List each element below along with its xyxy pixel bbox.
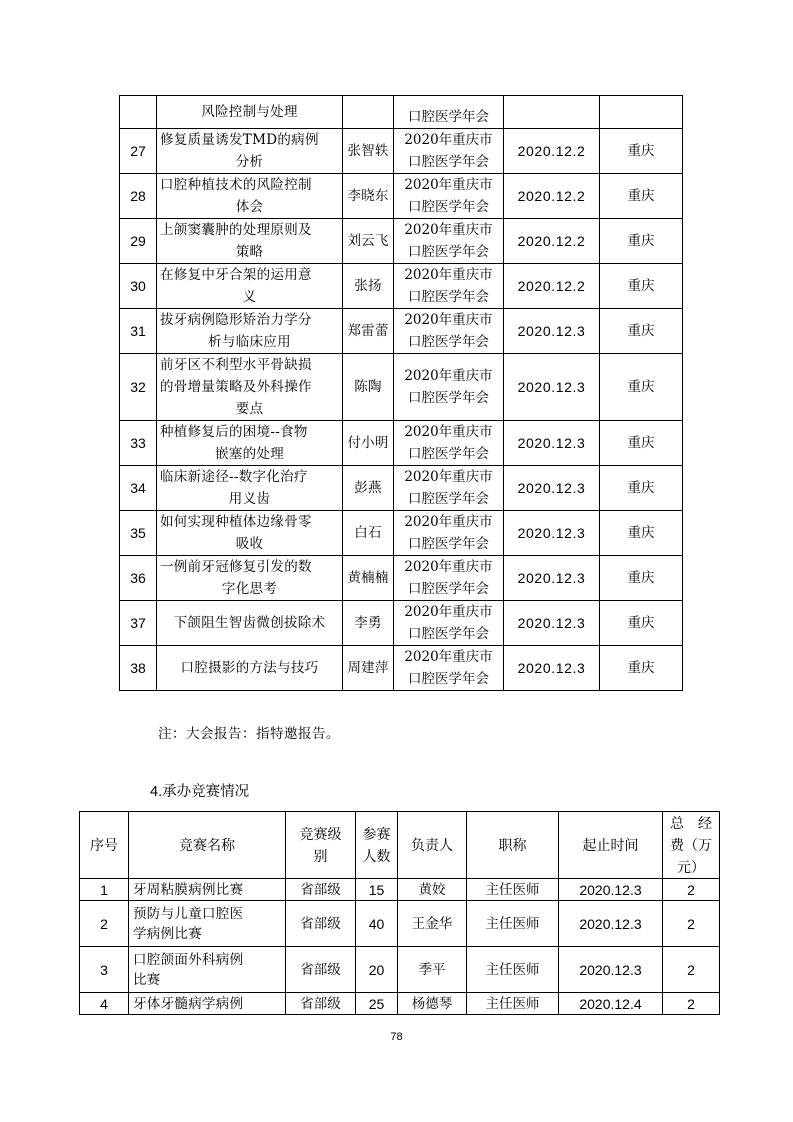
header-fee: 总 经 费（万 元） [663,812,720,879]
cell-topic [157,96,343,129]
topic-line: 临床新途径--数字化治疗 [160,469,308,485]
cell-topic [157,219,343,264]
header-time: 起止时间 [559,812,663,879]
meeting-line: 2020年重庆市 [404,368,493,384]
meeting-line: 2020年重庆市 [404,514,493,530]
cell-person: 郑雷蕾 [343,309,394,354]
topic-line: 吸收 [235,536,264,552]
topic-line: 体会 [235,199,264,215]
cell-no: 30 [120,264,157,309]
name-line: 预防与儿童口腔医 [133,905,244,922]
cell-fee: 2 [663,879,720,901]
meeting-line: 口腔医学年会 [408,491,489,507]
name-line: 牙周粘膜病例比赛 [133,881,244,898]
cell-meeting [394,96,504,129]
cell-resp: 王金华 [398,901,467,947]
table-row [120,421,683,466]
cell-meeting [394,129,504,174]
topic-line: 策略 [235,244,264,260]
cell-place: 重庆 [600,646,683,691]
topic-line: 用义齿 [228,491,271,507]
cell-date: 2020.12.3 [504,309,600,354]
cell-place: 重庆 [600,129,683,174]
cell-meeting [394,354,504,421]
topic-line: 上颌窦囊肿的处理原则及 [160,222,312,238]
table-row [120,96,683,129]
table-row [120,219,683,264]
cell-fee: 2 [663,993,720,1015]
cell-no: 27 [120,129,157,174]
cell-count: 15 [356,879,398,901]
cell-no: 29 [120,219,157,264]
cell-place: 重庆 [600,174,683,219]
topic-line: 分析 [235,154,264,170]
header-level: 竞赛级 别 [286,812,356,879]
meeting-line: 口腔医学年会 [408,334,489,350]
cell-place: 重庆 [600,556,683,601]
cell-meeting [394,219,504,264]
cell-title: 主任医师 [467,901,559,947]
topic-line: 风险控制与处理 [201,104,298,120]
table-row [80,901,720,947]
presentation-table [119,95,683,691]
cell-person: 张扬 [343,264,394,309]
header-resp: 负责人 [398,812,467,879]
topic-line: 前牙区不利型水平骨缺损 [160,357,312,373]
cell-date: 2020.12.3 [504,466,600,511]
topic-line: 修复质量诱发TMD的病例 [160,132,319,148]
cell-level: 省部级 [286,993,356,1015]
cell-time: 2020.12.4 [559,993,663,1015]
meeting-line: 2020年重庆市 [404,177,493,193]
cell-name [129,901,286,947]
cell-topic [157,646,343,691]
cell-meeting [394,466,504,511]
cell-meeting [394,511,504,556]
cell-topic [157,264,343,309]
cell-place: 重庆 [600,601,683,646]
cell-no: 3 [80,947,129,993]
cell-name [129,993,286,1015]
cell-level: 省部级 [286,879,356,901]
meeting-line: 口腔医学年会 [408,626,489,642]
header-row [80,812,720,879]
cell-no: 4 [80,993,129,1015]
header-name: 竞赛名称 [129,812,286,879]
cell-person: 白石 [343,511,394,556]
cell-person: 黄楠楠 [343,556,394,601]
topic-line: 字化思考 [221,581,278,597]
name-line: 口腔颌面外科病例 [133,951,244,968]
meeting-line: 2020年重庆市 [404,222,493,238]
topic-line: 义 [242,289,257,305]
table-row [120,466,683,511]
cell-person: 张智轶 [343,129,394,174]
cell-place: 重庆 [600,354,683,421]
meeting-line: 2020年重庆市 [404,649,493,665]
cell-no: 38 [120,646,157,691]
topic-line: 嵌塞的处理 [215,446,284,462]
meeting-line: 口腔医学年会 [408,536,489,552]
header-count: 参赛 人数 [356,812,398,879]
cell-title: 主任医师 [467,993,559,1015]
cell-topic [157,421,343,466]
meeting-line: 2020年重庆市 [404,424,493,440]
topic-line: 口腔种植技术的风险控制 [160,177,312,193]
meeting-line: 2020年重庆市 [404,604,493,620]
cell-name [129,879,286,901]
meeting-line: 2020年重庆市 [404,469,493,485]
cell-no: 2 [80,901,129,947]
page-number: 78 [390,1031,403,1043]
table-row [120,309,683,354]
cell-fee: 2 [663,947,720,993]
table-note: 注：大会报告：指特邀报告。 [158,726,340,742]
cell-time: 2020.12.3 [559,879,663,901]
cell-meeting [394,646,504,691]
meeting-line: 口腔医学年会 [408,390,489,406]
cell-no [120,96,157,129]
cell-topic [157,511,343,556]
cell-person: 刘云飞 [343,219,394,264]
cell-meeting [394,264,504,309]
cell-date: 2020.12.3 [504,354,600,421]
cell-meeting [394,421,504,466]
cell-resp: 黄姣 [398,879,467,901]
section-title: 4.承办竞赛情况 [150,784,250,800]
header-no: 序号 [80,812,129,879]
cell-resp: 季平 [398,947,467,993]
cell-time: 2020.12.3 [559,901,663,947]
cell-topic [157,129,343,174]
table-row [120,354,683,421]
table-row [120,646,683,691]
cell-no: 32 [120,354,157,421]
meeting-line: 2020年重庆市 [404,267,493,283]
cell-person [343,96,394,129]
cell-time: 2020.12.3 [559,947,663,993]
table-row [120,601,683,646]
header-title: 职称 [467,812,559,879]
table-row [120,174,683,219]
topic-line: 在修复中牙合架的运用意 [160,267,312,283]
cell-topic [157,174,343,219]
topic-line: 种植修复后的困境--食物 [160,424,308,440]
meeting-line: 口腔医学年会 [408,109,489,125]
competition-table [79,811,720,1015]
cell-resp: 杨德琴 [398,993,467,1015]
cell-topic [157,601,343,646]
cell-meeting [394,174,504,219]
meeting-line: 口腔医学年会 [408,199,489,215]
cell-place: 重庆 [600,466,683,511]
cell-date: 2020.12.3 [504,601,600,646]
topic-line: 要点 [235,401,264,417]
name-line: 学病例比赛 [133,925,202,942]
cell-no: 34 [120,466,157,511]
topic-line: 下颌阻生智齿微创拔除术 [173,615,326,631]
meeting-line: 口腔医学年会 [408,154,489,170]
meeting-line: 口腔医学年会 [408,289,489,305]
cell-place: 重庆 [600,264,683,309]
cell-date: 2020.12.2 [504,174,600,219]
table-row [120,264,683,309]
cell-no: 31 [120,309,157,354]
cell-place: 重庆 [600,309,683,354]
cell-count: 40 [356,901,398,947]
cell-date: 2020.12.2 [504,219,600,264]
topic-line: 如何实现种植体边缘骨零 [160,514,312,530]
table-row [120,556,683,601]
cell-place: 重庆 [600,421,683,466]
cell-name [129,947,286,993]
cell-no: 35 [120,511,157,556]
cell-fee: 2 [663,901,720,947]
cell-date [504,96,600,129]
cell-topic [157,309,343,354]
cell-title: 主任医师 [467,947,559,993]
topic-line: 口腔摄影的方法与技巧 [180,660,319,676]
cell-count: 20 [356,947,398,993]
table-row [80,879,720,901]
meeting-line: 2020年重庆市 [404,559,493,575]
table-row [80,993,720,1015]
meeting-line: 口腔医学年会 [408,244,489,260]
table-row [80,947,720,993]
cell-meeting [394,601,504,646]
cell-no: 36 [120,556,157,601]
cell-person: 周建萍 [343,646,394,691]
meeting-line: 口腔医学年会 [408,446,489,462]
meeting-line: 口腔医学年会 [408,671,489,687]
cell-meeting [394,309,504,354]
cell-date: 2020.12.3 [504,556,600,601]
cell-title: 主任医师 [467,879,559,901]
cell-no: 1 [80,879,129,901]
cell-meeting [394,556,504,601]
cell-person: 李勇 [343,601,394,646]
topic-line: 析与临床应用 [208,334,291,350]
cell-person: 付小明 [343,421,394,466]
cell-topic [157,556,343,601]
topic-line: 拔牙病例隐形矫治力学分 [160,312,312,328]
cell-place: 重庆 [600,219,683,264]
topic-line: 一例前牙冠修复引发的数 [160,559,312,575]
cell-level: 省部级 [286,947,356,993]
cell-count: 25 [356,993,398,1015]
cell-person: 陈陶 [343,354,394,421]
cell-place [600,96,683,129]
meeting-line: 2020年重庆市 [404,132,493,148]
cell-date: 2020.12.2 [504,264,600,309]
cell-date: 2020.12.3 [504,511,600,556]
cell-no: 33 [120,421,157,466]
cell-date: 2020.12.3 [504,646,600,691]
cell-topic [157,354,343,421]
name-line: 比赛 [133,971,161,988]
table-row [120,511,683,556]
cell-date: 2020.12.2 [504,129,600,174]
cell-level: 省部级 [286,901,356,947]
name-line: 牙体牙髓病学病例 [133,995,244,1012]
cell-no: 28 [120,174,157,219]
table-row [120,129,683,174]
cell-place: 重庆 [600,511,683,556]
cell-person: 彭燕 [343,466,394,511]
meeting-line: 2020年重庆市 [404,312,493,328]
cell-topic [157,466,343,511]
meeting-line: 口腔医学年会 [408,581,489,597]
cell-no: 37 [120,601,157,646]
cell-person: 李晓东 [343,174,394,219]
cell-date: 2020.12.3 [504,421,600,466]
topic-line: 的骨增量策略及外科操作 [160,379,312,395]
